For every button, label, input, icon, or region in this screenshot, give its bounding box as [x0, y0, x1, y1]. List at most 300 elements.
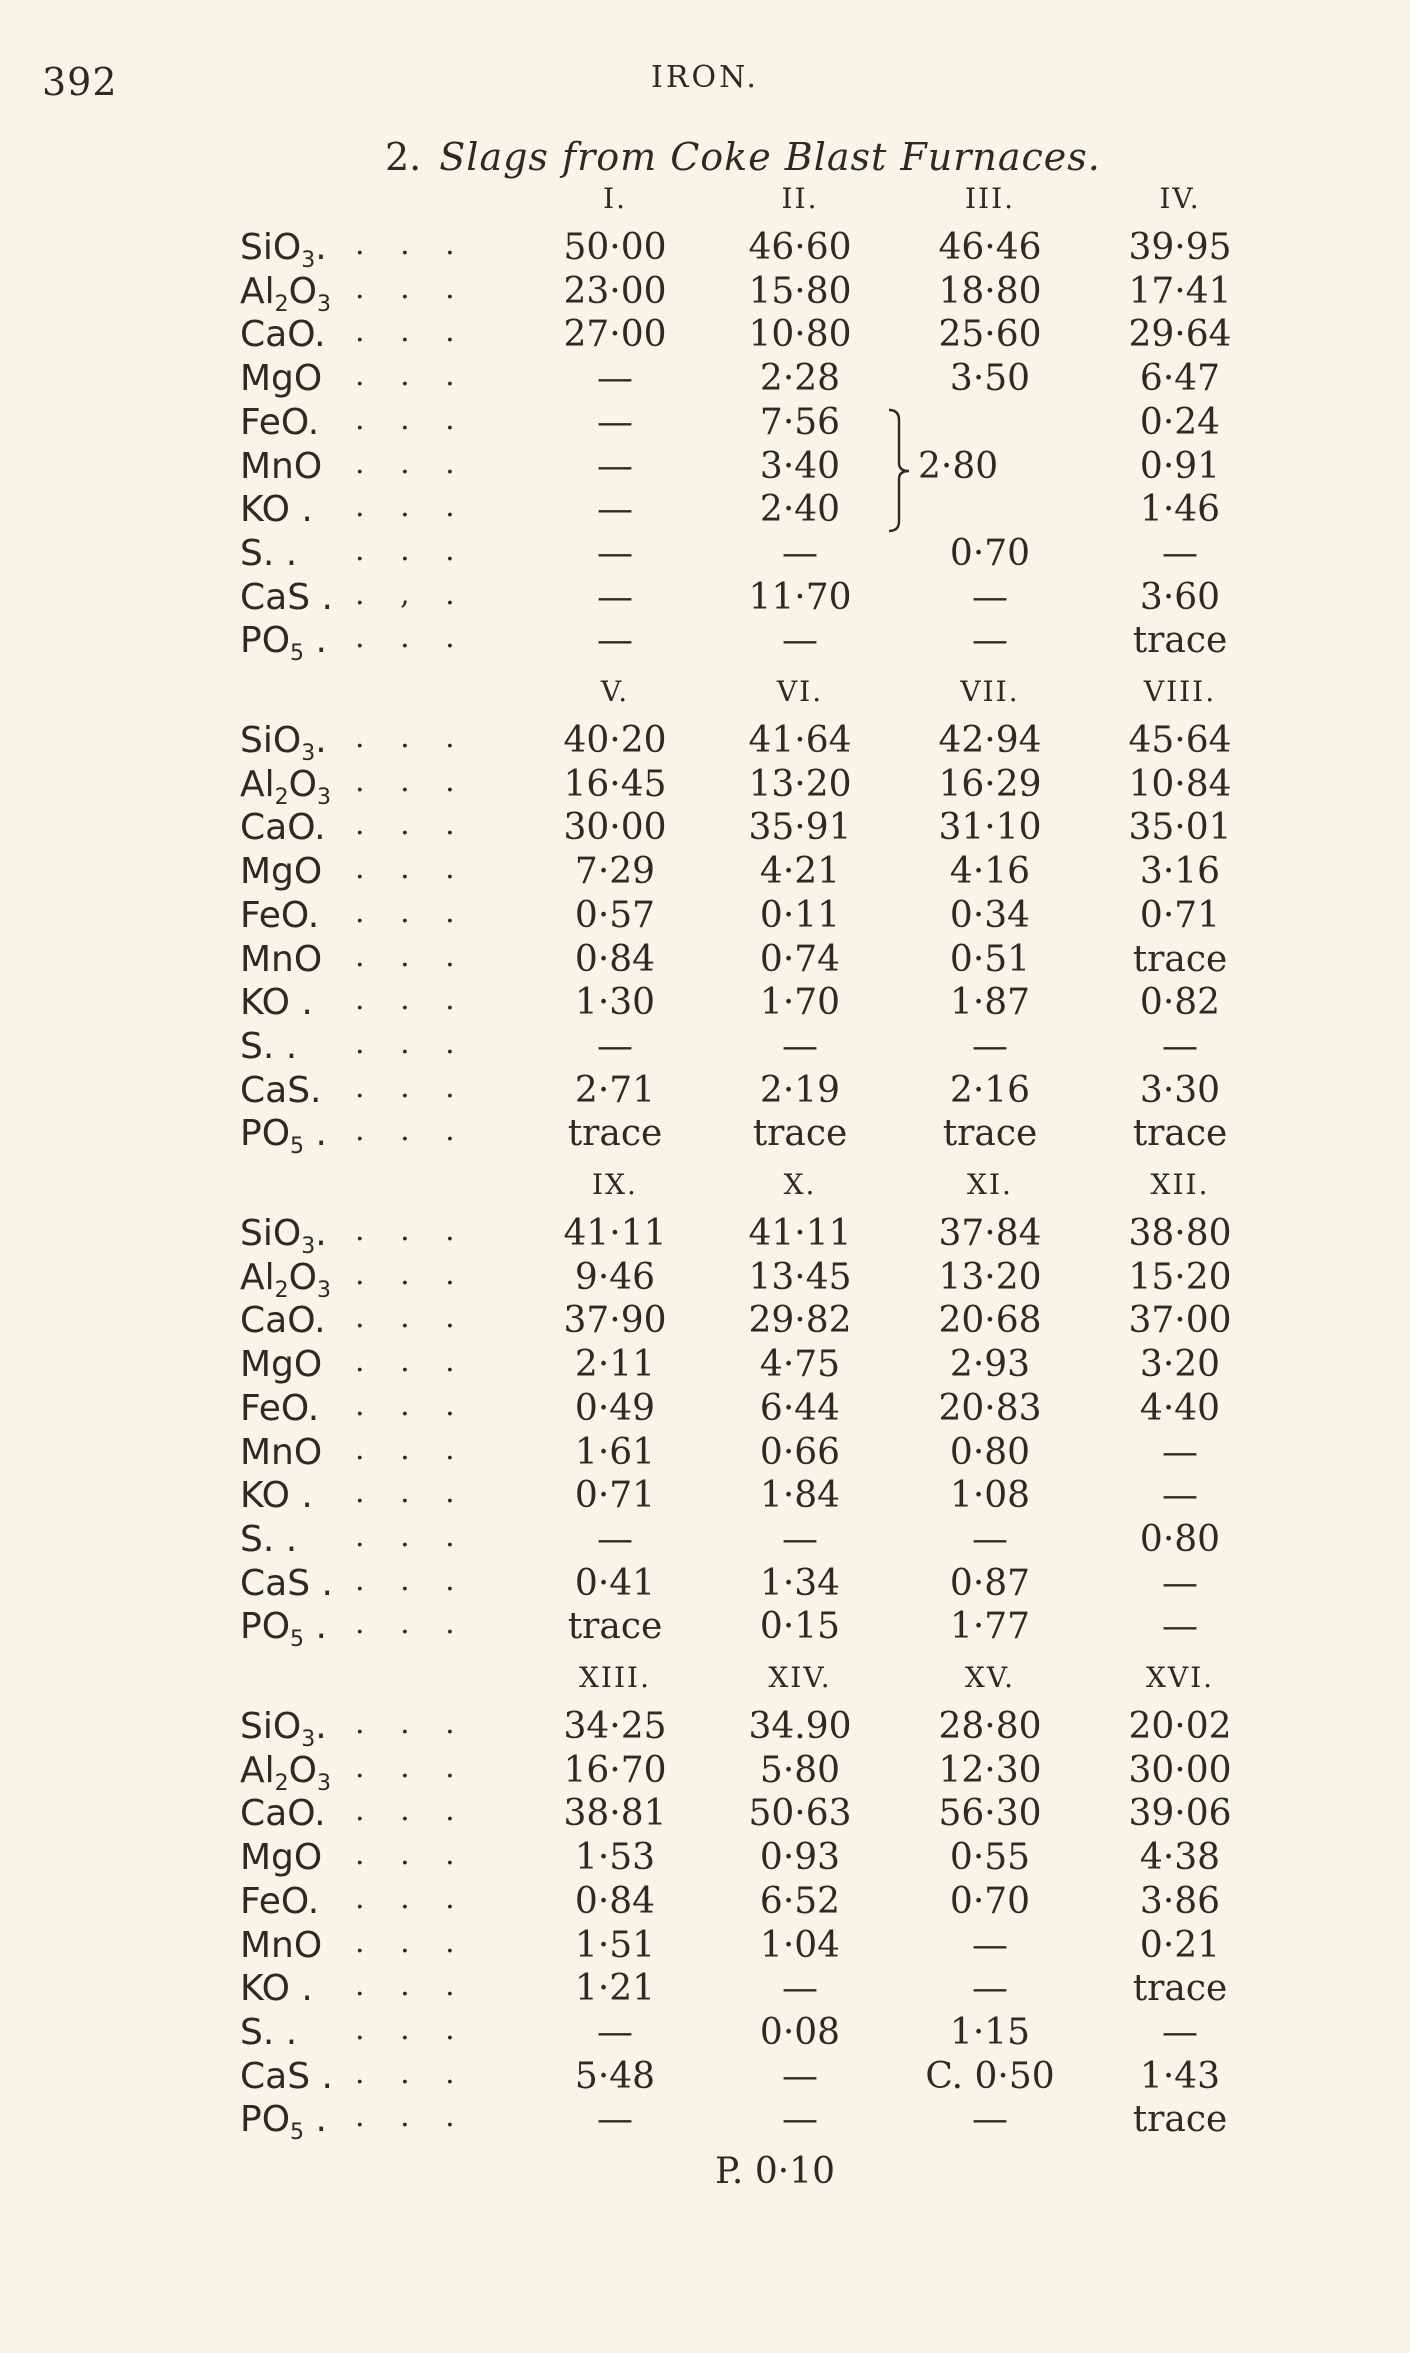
- compound-label: S. .: [240, 1025, 298, 1067]
- table-cell: —: [597, 358, 633, 400]
- compound-label: CaS .: [240, 576, 333, 618]
- compound-label: SiO$_3$.: [240, 1706, 327, 1753]
- dot-leader: . . .: [355, 1968, 468, 2004]
- compound-label: $Al_2O_3$: [240, 1256, 331, 1303]
- table-cell: 1·84: [759, 1475, 841, 1517]
- table-row: [0, 1475, 1410, 1519]
- table-row: [0, 1968, 1410, 2012]
- table-cell: 0·91: [1139, 445, 1221, 487]
- table-cell: 30·00: [563, 807, 667, 849]
- table-cell: 41·11: [748, 1213, 852, 1254]
- dot-leader: . . .: [355, 807, 468, 843]
- table-cell: 31·10: [938, 807, 1042, 849]
- dot-leader: . . .: [355, 1562, 468, 1598]
- table-cell: 1·53: [574, 1837, 656, 1879]
- table-cell: —: [597, 1025, 633, 1067]
- dot-leader: . . .: [355, 2055, 468, 2091]
- table-cell: 18·80: [938, 270, 1042, 312]
- table-caption-number: 2.: [385, 135, 422, 179]
- table-cell: 1·77: [949, 1606, 1031, 1648]
- table-cell: 1·87: [949, 982, 1031, 1024]
- table-cell: 0·11: [759, 894, 841, 936]
- compound-label: MnO: [240, 938, 323, 980]
- running-head: IRON.: [651, 60, 759, 95]
- table-cell: 0·70: [949, 532, 1031, 574]
- compound-label: KO .: [240, 489, 313, 531]
- table-cell: 0·49: [574, 1387, 656, 1429]
- dot-leader: . . .: [355, 1793, 468, 1829]
- dot-leader: . . .: [355, 851, 468, 887]
- table-cell: —: [1162, 1606, 1198, 1648]
- dot-leader: . . .: [355, 620, 468, 656]
- table-row: [0, 489, 1410, 533]
- table-row: [0, 1113, 1410, 1160]
- page-number: 392: [42, 60, 118, 104]
- dot-leader: . . .: [355, 1387, 468, 1423]
- table-cell: 2·28: [759, 358, 841, 400]
- table-row: [0, 446, 1410, 490]
- compound-label: KO .: [240, 1968, 313, 2010]
- table-row: [0, 764, 1410, 808]
- table-cell: —: [597, 532, 633, 574]
- table-cell: 3·86: [1139, 1880, 1221, 1922]
- table-cell: 35·91: [748, 807, 852, 849]
- table-cell: —: [782, 2099, 818, 2141]
- table-cell: 0·24: [1139, 401, 1221, 443]
- dot-leader: . . .: [355, 532, 468, 568]
- compound-label: KO .: [240, 982, 313, 1024]
- dot-leader: . . .: [355, 1256, 468, 1292]
- table-cell: —: [597, 620, 633, 662]
- table-cell: 9·46: [574, 1256, 656, 1298]
- dot-leader: . . .: [355, 1113, 468, 1149]
- compound-label: CaO.: [240, 314, 326, 356]
- column-header: XV.: [964, 1661, 1016, 1694]
- table-row: [0, 2056, 1410, 2100]
- table-cell: 1·46: [1139, 489, 1221, 531]
- compound-label: FeO.: [240, 1387, 320, 1429]
- table-cell: 20·83: [938, 1387, 1042, 1429]
- table-cell: 17·41: [1128, 270, 1232, 312]
- table-cell: 2·16: [949, 1069, 1031, 1111]
- table-cell: —: [972, 1968, 1008, 2010]
- table-cell: —: [597, 576, 633, 618]
- table-cell: 34.90: [748, 1706, 852, 1747]
- table-cell: trace: [1132, 620, 1228, 662]
- table-cell: 16·29: [938, 763, 1042, 805]
- table-cell: 0·66: [759, 1431, 841, 1473]
- table-cell: trace: [942, 1113, 1038, 1155]
- table-caption-title: Slags from Coke Blast Furnaces.: [439, 135, 1101, 179]
- compound-label: SiO$_3$.: [240, 227, 327, 274]
- compound-label: MgO: [240, 358, 323, 400]
- dot-leader: . , .: [355, 576, 468, 612]
- table-cell: 40·20: [563, 720, 667, 761]
- dot-leader: . . .: [355, 227, 468, 262]
- table-cell: 6·52: [759, 1880, 841, 1922]
- table-cell: —: [1162, 2011, 1198, 2053]
- table-cell: 16·70: [563, 1749, 667, 1791]
- table-cell: 5·48: [574, 2055, 656, 2097]
- table-cell: 46·46: [938, 227, 1042, 268]
- table-cell: 1·30: [574, 982, 656, 1024]
- table-cell: 42·94: [938, 720, 1042, 761]
- table-cell: 25·60: [938, 314, 1042, 356]
- table-row: [0, 720, 1410, 767]
- column-header: VIII.: [1143, 675, 1217, 708]
- table-row: [0, 271, 1410, 315]
- table-cell: 50·63: [748, 1793, 852, 1835]
- table-cell: —: [1162, 1431, 1198, 1473]
- dot-leader: . . .: [355, 489, 468, 525]
- table-cell: 0·55: [949, 1837, 1031, 1879]
- compound-label: $Al_2O_3$: [240, 270, 331, 317]
- table-cell: 7·29: [574, 851, 656, 893]
- dot-leader: . . .: [355, 1069, 468, 1105]
- table-cell: —: [972, 620, 1008, 662]
- table-row: [0, 851, 1410, 895]
- table-row: [0, 1606, 1410, 1653]
- table-cell: —: [782, 1518, 818, 1560]
- table-row: [0, 1750, 1410, 1794]
- table-row: [0, 1388, 1410, 1432]
- table-cell: 41·64: [748, 720, 852, 761]
- table-cell: 3·50: [949, 358, 1031, 400]
- table-row: [0, 1706, 1410, 1753]
- table-cell: 41·11: [563, 1213, 667, 1254]
- compound-label: SiO$_3$.: [240, 720, 327, 767]
- table-cell: —: [972, 2099, 1008, 2141]
- column-header: I.: [603, 182, 627, 215]
- table-cell: —: [1162, 1562, 1198, 1604]
- table-cell: 11·70: [748, 576, 852, 618]
- table-cell: —: [782, 2055, 818, 2097]
- table-cell: 1·15: [949, 2011, 1031, 2053]
- table-cell: 23·00: [563, 270, 667, 312]
- dot-leader: . . .: [355, 763, 468, 799]
- table-cell: —: [597, 489, 633, 531]
- table-cell: 0·87: [949, 1562, 1031, 1604]
- table-cell: 35·01: [1128, 807, 1232, 849]
- compound-label: $PO_5$ .: [240, 2099, 327, 2146]
- compound-label: MnO: [240, 445, 323, 487]
- table-row: [0, 1432, 1410, 1476]
- table-cell: 4·16: [949, 851, 1031, 893]
- table-cell: 1·04: [759, 1924, 841, 1966]
- dot-leader: . . .: [355, 982, 468, 1018]
- table-cell: 13·45: [748, 1256, 852, 1298]
- table-cell: —: [782, 620, 818, 662]
- table-cell: 38·81: [563, 1793, 667, 1835]
- table-cell: —: [597, 445, 633, 487]
- compound-label: $Al_2O_3$: [240, 763, 331, 810]
- dot-leader: . . .: [355, 1706, 468, 1741]
- table-cell: trace: [1132, 2099, 1228, 2141]
- column-header: XIII.: [578, 1661, 651, 1694]
- table-cell: 34·25: [563, 1706, 667, 1747]
- column-header: VII.: [960, 675, 1020, 708]
- table-cell: 20·02: [1128, 1706, 1232, 1747]
- table-cell: 13·20: [748, 763, 852, 805]
- table-cell: 3·16: [1139, 851, 1221, 893]
- table-cell: 3·40: [759, 445, 841, 487]
- dot-leader: . . .: [355, 2099, 468, 2135]
- table-cell: 1·21: [574, 1968, 656, 2010]
- compound-label: CaO.: [240, 1300, 326, 1342]
- dot-leader: . . .: [355, 358, 468, 394]
- compound-label: KO .: [240, 1475, 313, 1517]
- column-header: XVI.: [1145, 1661, 1215, 1694]
- table-row: [0, 1213, 1410, 1260]
- compound-label: FeO.: [240, 401, 320, 443]
- brace-value: 2·80: [918, 445, 999, 487]
- table-cell: 2·19: [759, 1069, 841, 1111]
- table-cell: 12·30: [938, 1749, 1042, 1791]
- column-header: X.: [783, 1168, 817, 1201]
- compound-label: FeO.: [240, 894, 320, 936]
- table-cell: 0·08: [759, 2011, 841, 2053]
- table-cell: 15·80: [748, 270, 852, 312]
- dot-leader: . . .: [355, 1431, 468, 1467]
- dot-leader: . . .: [355, 401, 468, 437]
- table-cell: —: [972, 1025, 1008, 1067]
- table-row: [0, 577, 1410, 621]
- table-cell: trace: [567, 1606, 663, 1648]
- table-row: [0, 1257, 1410, 1301]
- table-cell: 10·80: [748, 314, 852, 356]
- compound-label: $PO_5$ .: [240, 1606, 327, 1653]
- table-row: [0, 807, 1410, 851]
- table-row: [0, 1026, 1410, 1070]
- dot-leader: . . .: [355, 1518, 468, 1554]
- table-row: [0, 1881, 1410, 1925]
- compound-label: SiO$_3$.: [240, 1213, 327, 1260]
- table-cell: —: [1162, 532, 1198, 574]
- column-header: XII.: [1150, 1168, 1210, 1201]
- table-cell: 0·82: [1139, 982, 1221, 1024]
- table-cell: —: [972, 1924, 1008, 1966]
- table-cell: 7·56: [759, 401, 841, 443]
- compound-label: $PO_5$ .: [240, 620, 327, 667]
- column-header: IV.: [1159, 182, 1201, 215]
- table-cell: 30·00: [1128, 1749, 1232, 1791]
- table-cell: 0·70: [949, 1880, 1031, 1922]
- brace-bracket: [885, 408, 915, 533]
- table-row: [0, 895, 1410, 939]
- dot-leader: . . .: [355, 314, 468, 350]
- dot-leader: . . .: [355, 1025, 468, 1061]
- dot-leader: . . .: [355, 1924, 468, 1960]
- compound-label: FeO.: [240, 1880, 320, 1922]
- table-cell: 20·68: [938, 1300, 1042, 1342]
- table-cell: 1·08: [949, 1475, 1031, 1517]
- table-cell: —: [782, 532, 818, 574]
- table-cell: 0·15: [759, 1606, 841, 1648]
- table-cell: 4·40: [1139, 1387, 1221, 1429]
- table-row: [0, 533, 1410, 577]
- table-cell: 0·21: [1139, 1924, 1221, 1966]
- table-row: [0, 1519, 1410, 1563]
- table-cell: 56·30: [938, 1793, 1042, 1835]
- table-cell: 2·93: [949, 1344, 1031, 1386]
- table-cell: 39·06: [1128, 1793, 1232, 1835]
- table-row: [0, 314, 1410, 358]
- table-cell: —: [597, 2099, 633, 2141]
- table-cell: 2·40: [759, 489, 841, 531]
- table-cell: 6·47: [1139, 358, 1221, 400]
- table-cell: 4·38: [1139, 1837, 1221, 1879]
- dot-leader: . . .: [355, 1837, 468, 1873]
- table-cell: trace: [1132, 1968, 1228, 2010]
- table-cell: 27·00: [563, 314, 667, 356]
- table-cell: 5·80: [759, 1749, 841, 1791]
- dot-leader: . . .: [355, 445, 468, 481]
- table-cell: trace: [1132, 1113, 1228, 1155]
- dot-leader: . . .: [355, 1606, 468, 1642]
- compound-label: MnO: [240, 1924, 323, 1966]
- table-cell: 0·41: [574, 1562, 656, 1604]
- dot-leader: . . .: [355, 1880, 468, 1916]
- table-caption: [385, 135, 1101, 179]
- column-header: XIV.: [768, 1661, 832, 1694]
- table-cell: 0·74: [759, 938, 841, 980]
- table-cell: 46·60: [748, 227, 852, 268]
- dot-leader: . . .: [355, 270, 468, 306]
- column-header: XI.: [967, 1168, 1013, 1201]
- table-cell: 10·84: [1128, 763, 1232, 805]
- footnote: P. 0·10: [715, 2151, 835, 2192]
- table-cell: 0·80: [949, 1431, 1031, 1473]
- table-cell: trace: [567, 1113, 663, 1155]
- dot-leader: . . .: [355, 1749, 468, 1785]
- table-row: [0, 1793, 1410, 1837]
- table-cell: —: [597, 1518, 633, 1560]
- table-cell: 0·71: [574, 1475, 656, 1517]
- table-cell: —: [972, 576, 1008, 618]
- dot-leader: . . .: [355, 938, 468, 974]
- dot-leader: . . .: [355, 1213, 468, 1248]
- compound-label: CaS.: [240, 1069, 322, 1111]
- table-cell: —: [1162, 1025, 1198, 1067]
- compound-label: CaO.: [240, 1793, 326, 1835]
- table-cell: 3·60: [1139, 576, 1221, 618]
- compound-label: MgO: [240, 851, 323, 893]
- compound-label: S. .: [240, 1518, 298, 1560]
- table-cell: —: [597, 2011, 633, 2053]
- dot-leader: . . .: [355, 894, 468, 930]
- dot-leader: . . .: [355, 1475, 468, 1511]
- table-cell: trace: [1132, 938, 1228, 980]
- dot-leader: . . .: [355, 1300, 468, 1336]
- compound-label: S. .: [240, 532, 298, 574]
- table-cell: 0·57: [574, 894, 656, 936]
- table-cell: —: [1162, 1475, 1198, 1517]
- table-row: [0, 1925, 1410, 1969]
- table-cell: 1·43: [1139, 2055, 1221, 2097]
- column-header: IX.: [592, 1168, 638, 1201]
- dot-leader: . . .: [355, 720, 468, 755]
- table-cell: 1·34: [759, 1562, 841, 1604]
- table-cell: 29·64: [1128, 314, 1232, 356]
- table-row: [0, 227, 1410, 274]
- table-cell: 16·45: [563, 763, 667, 805]
- table-cell: 15·20: [1128, 1256, 1232, 1298]
- table-cell: 1·51: [574, 1924, 656, 1966]
- table-row: [0, 1300, 1410, 1344]
- table-cell: 37·84: [938, 1213, 1042, 1254]
- table-cell: 0·84: [574, 938, 656, 980]
- compound-label: MgO: [240, 1837, 323, 1879]
- table-cell: 13·20: [938, 1256, 1042, 1298]
- table-row: [0, 1070, 1410, 1114]
- compound-label: CaO.: [240, 807, 326, 849]
- table-cell: 2·71: [574, 1069, 656, 1111]
- table-cell: 4·75: [759, 1344, 841, 1386]
- table-cell: —: [972, 1518, 1008, 1560]
- table-cell: 4·21: [759, 851, 841, 893]
- table-row: [0, 982, 1410, 1026]
- table-row: [0, 2012, 1410, 2056]
- table-cell: C. 0·50: [925, 2055, 1055, 2097]
- compound-label: MnO: [240, 1431, 323, 1473]
- table-cell: 37·00: [1128, 1300, 1232, 1342]
- compound-label: CaS .: [240, 2055, 333, 2097]
- table-cell: 1·70: [759, 982, 841, 1024]
- table-cell: 0·51: [949, 938, 1031, 980]
- table-cell: 3·20: [1139, 1344, 1221, 1386]
- compound-label: $PO_5$ .: [240, 1113, 327, 1160]
- table-cell: 0·71: [1139, 894, 1221, 936]
- table-row: [0, 358, 1410, 402]
- table-cell: 50·00: [563, 227, 667, 268]
- compound-label: S. .: [240, 2011, 298, 2053]
- column-header: III.: [964, 182, 1016, 215]
- table-cell: —: [597, 401, 633, 443]
- column-header: II.: [781, 182, 819, 215]
- table-cell: 0·84: [574, 1880, 656, 1922]
- column-header: V.: [600, 675, 630, 708]
- table-cell: 37·90: [563, 1300, 667, 1342]
- table-row: [0, 1563, 1410, 1607]
- compound-label: MgO: [240, 1344, 323, 1386]
- table-cell: 45·64: [1128, 720, 1232, 761]
- table-cell: 0·80: [1139, 1518, 1221, 1560]
- table-row: [0, 402, 1410, 446]
- table-row: [0, 939, 1410, 983]
- table-row: [0, 620, 1410, 667]
- table-cell: 29·82: [748, 1300, 852, 1342]
- dot-leader: . . .: [355, 2011, 468, 2047]
- table-cell: trace: [752, 1113, 848, 1155]
- table-cell: 6·44: [759, 1387, 841, 1429]
- table-cell: 39·95: [1128, 227, 1232, 268]
- table-cell: —: [782, 1025, 818, 1067]
- table-cell: 38·80: [1128, 1213, 1232, 1254]
- table-cell: —: [782, 1968, 818, 2010]
- table-cell: 28·80: [938, 1706, 1042, 1747]
- table-cell: 1·61: [574, 1431, 656, 1473]
- dot-leader: . . .: [355, 1344, 468, 1380]
- table-row: [0, 1837, 1410, 1881]
- table-row: [0, 2099, 1410, 2146]
- column-header: VI.: [776, 675, 824, 708]
- table-cell: 2·11: [574, 1344, 656, 1386]
- table-row: [0, 1344, 1410, 1388]
- table-cell: 3·30: [1139, 1069, 1221, 1111]
- compound-label: CaS .: [240, 1562, 333, 1604]
- table-cell: 0·34: [949, 894, 1031, 936]
- table-cell: 0·93: [759, 1837, 841, 1879]
